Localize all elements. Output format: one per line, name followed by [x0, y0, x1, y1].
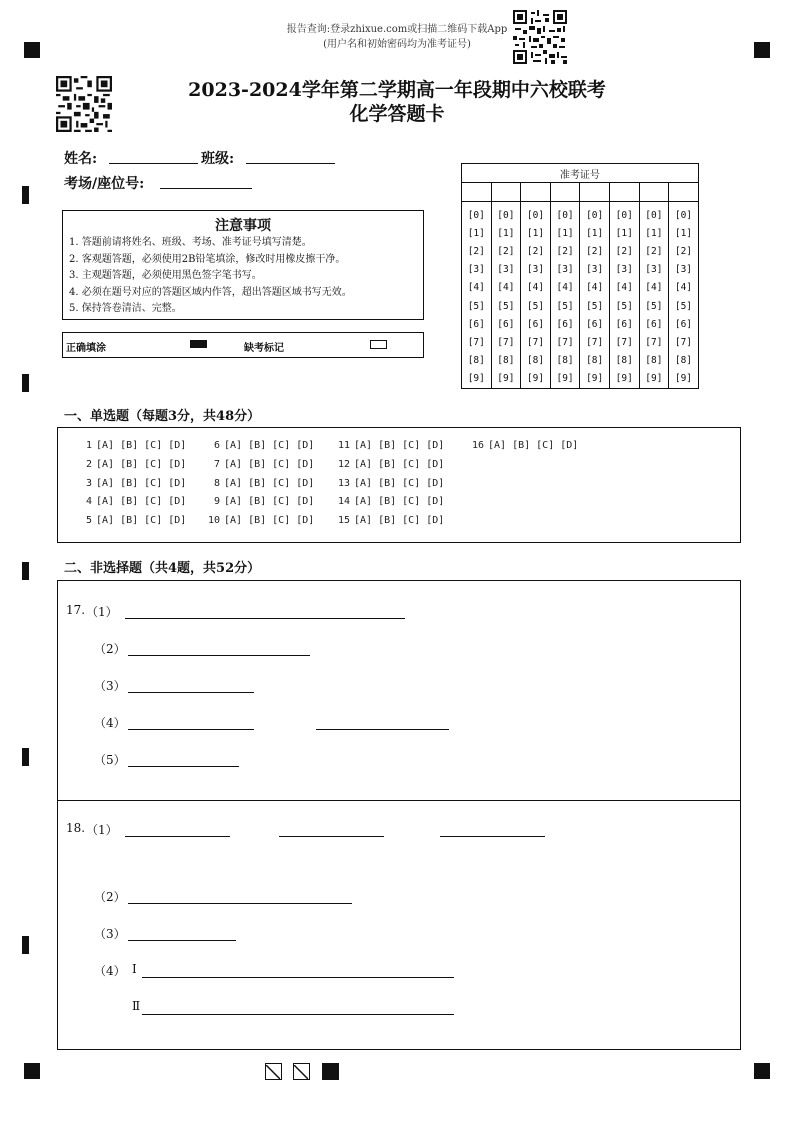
exam-id-bubble[interactable]: [3] — [521, 261, 551, 279]
exam-id-write-cell[interactable] — [669, 183, 699, 202]
exam-id-caption: 准考证号 — [462, 164, 699, 183]
q17-part-label: （2） — [94, 642, 126, 656]
question-number: 5 — [85, 515, 92, 527]
choice-item — [204, 440, 314, 451]
exam-id-bubble[interactable]: [3] — [462, 261, 492, 279]
notice-item: 1. 答题前请将姓名、班级、考场、准考证号填写清楚。 — [69, 237, 312, 248]
question-number: 6 — [213, 440, 220, 451]
exam-id-bubble[interactable]: [7] — [669, 333, 699, 351]
exam-id-bubble[interactable]: [2] — [462, 242, 492, 260]
choice-options[interactable]: [A] [B] [C] [D] — [96, 496, 187, 508]
exam-id-bubble[interactable]: [4] — [521, 279, 551, 297]
exam-id-bubble[interactable]: [5] — [521, 297, 551, 315]
exam-id-bubble[interactable]: [9] — [609, 370, 639, 389]
choice-options[interactable]: [A] [B] [C] [D] — [354, 458, 445, 470]
choice-options[interactable]: [A] [B] [C] [D] — [96, 458, 187, 470]
exam-id-bubble[interactable]: [3] — [639, 261, 669, 279]
absent-checkbox[interactable] — [370, 340, 387, 349]
exam-id-bubble[interactable]: [9] — [580, 370, 610, 389]
exam-id-bubble[interactable]: [6] — [639, 315, 669, 333]
exam-id-write-cell[interactable] — [550, 183, 580, 202]
exam-id-bubble[interactable]: [7] — [462, 333, 492, 351]
exam-id-bubble[interactable]: [5] — [462, 297, 492, 315]
question-number: 7 — [213, 458, 220, 470]
exam-id-bubble[interactable]: [8] — [462, 352, 492, 370]
exam-id-bubble[interactable]: [9] — [462, 370, 492, 389]
seat-field[interactable] — [160, 188, 252, 189]
exam-id-bubble[interactable]: [6] — [491, 315, 521, 333]
exam-id-bubble[interactable]: [0] — [669, 202, 699, 225]
exam-id-bubble[interactable]: [1] — [550, 224, 580, 242]
choice-options[interactable]: [A] [B] [C] [D] — [224, 440, 315, 451]
question-number: 1 — [85, 440, 92, 451]
choice-item — [76, 440, 186, 451]
exam-id-bubble[interactable]: [0] — [580, 202, 610, 225]
exam-id-bubble[interactable]: [7] — [491, 333, 521, 351]
q17-4-answer-line-b[interactable] — [316, 729, 449, 730]
q18-part-label: （3） — [94, 927, 126, 941]
choice-options[interactable]: [A] [B] [C] [D] — [354, 440, 445, 451]
timing-mark — [22, 936, 29, 954]
exam-id-bubble[interactable]: [4] — [491, 279, 521, 297]
choice-options[interactable]: [A] [B] [C] [D] — [224, 458, 315, 470]
exam-id-bubble[interactable]: [7] — [639, 333, 669, 351]
exam-id-bubble[interactable]: [0] — [491, 202, 521, 225]
choice-options[interactable]: [A] [B] [C] [D] — [488, 440, 579, 451]
fill-example-box — [62, 332, 424, 358]
q18-4-i-answer-line[interactable] — [142, 977, 454, 978]
exam-id-bubble[interactable]: [8] — [550, 352, 580, 370]
choice-item — [204, 459, 314, 470]
title-line-2: 化学答题卡 — [349, 103, 445, 125]
page-index-box — [265, 1063, 282, 1080]
corner-mark — [754, 1063, 770, 1079]
q18-part-label: （2） — [94, 890, 126, 904]
choice-item — [204, 478, 314, 489]
choice-options[interactable]: [A] [B] [C] [D] — [354, 515, 445, 527]
exam-id-bubble[interactable]: [7] — [580, 333, 610, 351]
sheet-title — [0, 78, 794, 126]
question-number: 4 — [85, 496, 92, 508]
exam-id-bubble[interactable]: [0] — [462, 202, 492, 225]
exam-id-write-cell[interactable] — [521, 183, 551, 202]
q18-4-sub-label: Ⅰ — [132, 962, 137, 976]
question-number: 13 — [337, 477, 350, 489]
exam-id-bubble[interactable]: [5] — [491, 297, 521, 315]
question-number: 9 — [213, 496, 220, 508]
exam-id-bubble[interactable]: [9] — [669, 370, 699, 389]
choice-item — [204, 515, 314, 526]
q18-number: 18. — [66, 821, 86, 835]
exam-id-bubble[interactable]: [4] — [580, 279, 610, 297]
exam-id-bubble[interactable]: [1] — [580, 224, 610, 242]
q18-1-answer-line-a[interactable] — [125, 836, 230, 837]
exam-id-bubble[interactable]: [3] — [580, 261, 610, 279]
exam-id-bubble[interactable]: [3] — [669, 261, 699, 279]
choice-item — [76, 515, 186, 526]
exam-id-bubble[interactable]: [2] — [491, 242, 521, 260]
exam-id-bubble[interactable]: [7] — [550, 333, 580, 351]
exam-id-bubble[interactable]: [1] — [491, 224, 521, 242]
choice-item — [334, 515, 444, 526]
exam-id-bubble[interactable]: [7] — [609, 333, 639, 351]
exam-id-bubble[interactable]: [4] — [669, 279, 699, 297]
q18-1-answer-line-c[interactable] — [440, 836, 545, 837]
exam-id-bubble[interactable]: [6] — [462, 315, 492, 333]
exam-id-bubble[interactable]: [3] — [609, 261, 639, 279]
exam-id-bubble[interactable]: [2] — [580, 242, 610, 260]
exam-id-bubble[interactable]: [5] — [669, 297, 699, 315]
q17-part-label: （3） — [94, 679, 126, 693]
exam-id-write-cell[interactable] — [580, 183, 610, 202]
timing-mark — [22, 374, 29, 392]
class-field[interactable] — [246, 163, 335, 164]
exam-id-bubble[interactable]: [6] — [521, 315, 551, 333]
question-number: 15 — [337, 515, 350, 527]
app-qr-code[interactable] — [513, 10, 567, 64]
question-18-box — [57, 799, 741, 1050]
exam-id-write-cell[interactable] — [639, 183, 669, 202]
single-choice-box — [57, 427, 741, 543]
exam-id-bubble[interactable]: [8] — [521, 352, 551, 370]
report-note — [0, 22, 794, 52]
exam-id-bubble[interactable]: [9] — [521, 370, 551, 389]
exam-id-bubble[interactable]: [5] — [639, 297, 669, 315]
exam-id-bubble[interactable]: [1] — [609, 224, 639, 242]
choice-options[interactable]: [A] [B] [C] [D] — [224, 515, 315, 527]
q17-5-answer-line[interactable] — [128, 766, 239, 767]
section1-heading: 一、单选题（每题3分，共48分） — [64, 409, 261, 424]
correct-fill-label: 正确填涂 — [66, 343, 106, 354]
exam-id-bubble[interactable]: [8] — [669, 352, 699, 370]
question-number: 11 — [337, 440, 350, 451]
choice-options[interactable]: [A] [B] [C] [D] — [354, 496, 445, 508]
q18-3-answer-line[interactable] — [128, 940, 236, 941]
exam-id-bubble[interactable]: [0] — [609, 202, 639, 225]
seat-label: 考场/座位号: — [64, 176, 145, 192]
exam-id-bubble[interactable]: [2] — [639, 242, 669, 260]
question-number: 3 — [85, 477, 92, 489]
exam-id-bubble[interactable]: [5] — [580, 297, 610, 315]
exam-id-bubble[interactable]: [6] — [580, 315, 610, 333]
exam-id-bubble[interactable]: [1] — [639, 224, 669, 242]
choice-options[interactable]: [A] [B] [C] [D] — [96, 477, 187, 489]
choice-item — [468, 440, 578, 451]
exam-id-bubble[interactable]: [1] — [462, 224, 492, 242]
exam-id-bubble[interactable]: [4] — [550, 279, 580, 297]
exam-id-bubble[interactable]: [4] — [609, 279, 639, 297]
exam-id-bubble[interactable]: [1] — [521, 224, 551, 242]
choice-item — [76, 496, 186, 507]
timing-mark — [22, 186, 29, 204]
choice-options[interactable]: [A] [B] [C] [D] — [224, 477, 315, 489]
exam-id-bubble[interactable]: [7] — [521, 333, 551, 351]
choice-item — [76, 459, 186, 470]
title-line-1: 2023-2024学年第二学期高一年段期中六校联考 — [188, 79, 606, 101]
question-number: 10 — [207, 515, 220, 527]
q18-2-answer-line[interactable] — [128, 903, 352, 904]
choice-options[interactable]: [A] [B] [C] [D] — [96, 440, 187, 451]
exam-id-write-cell[interactable] — [491, 183, 521, 202]
choice-item — [204, 496, 314, 507]
notice-item: 3. 主观题答题，必须使用黑色签字笔书写。 — [69, 270, 262, 281]
exam-id-bubble[interactable]: [0] — [550, 202, 580, 225]
notice-item: 5. 保持答卷清洁、完整。 — [69, 303, 182, 314]
report-note-sub: (用户名和初始密码均为准考证号) — [323, 39, 471, 50]
q17-number: 17. — [66, 603, 86, 617]
q18-part-label: （4） — [94, 964, 126, 978]
exam-id-bubble[interactable]: [6] — [550, 315, 580, 333]
q17-part-label: （5） — [94, 753, 126, 767]
name-field[interactable] — [109, 163, 198, 164]
choice-item — [334, 459, 444, 470]
choice-item — [334, 478, 444, 489]
q17-part-label: （1） — [86, 605, 118, 619]
question-number: 14 — [337, 496, 350, 508]
exam-id-bubble[interactable]: [8] — [580, 352, 610, 370]
exam-id-bubble[interactable]: [4] — [462, 279, 492, 297]
q18-4-ii-answer-line[interactable] — [142, 1014, 454, 1015]
q18-1-answer-line-b[interactable] — [279, 836, 384, 837]
q17-part-label: （4） — [94, 716, 126, 730]
timing-mark — [22, 562, 29, 580]
exam-id-bubble[interactable]: [2] — [669, 242, 699, 260]
exam-id-bubble[interactable]: [5] — [609, 297, 639, 315]
exam-id-bubble[interactable]: [4] — [639, 279, 669, 297]
page-index-box — [293, 1063, 310, 1080]
class-label: 班级: — [201, 151, 235, 167]
exam-id-bubble[interactable]: [9] — [639, 370, 669, 389]
notice-item: 2. 客观题答题，必须使用2B铅笔填涂，修改时用橡皮擦干净。 — [69, 253, 346, 265]
choice-item — [334, 440, 444, 451]
timing-mark — [22, 748, 29, 766]
exam-id-bubble[interactable]: [3] — [491, 261, 521, 279]
exam-id-bubble[interactable]: [8] — [609, 352, 639, 370]
exam-id-bubble[interactable]: [9] — [491, 370, 521, 389]
exam-id-bubble[interactable]: [6] — [609, 315, 639, 333]
report-note-line: 报告查询:登录zhixue.com或扫描二维码下载App — [286, 24, 508, 35]
exam-id-bubble[interactable]: [2] — [550, 242, 580, 260]
exam-id-bubble[interactable]: [2] — [609, 242, 639, 260]
question-number: 16 — [471, 440, 484, 451]
exam-id-write-cell[interactable] — [462, 183, 492, 202]
choice-item — [334, 496, 444, 507]
exam-id-bubble[interactable]: [6] — [669, 315, 699, 333]
exam-id-bubble[interactable]: [2] — [521, 242, 551, 260]
name-label: 姓名: — [64, 151, 98, 167]
exam-id-grid — [461, 163, 699, 389]
section2-heading: 二、非选择题（共4题，共52分） — [64, 561, 261, 576]
exam-id-bubble[interactable]: [9] — [550, 370, 580, 389]
choice-options[interactable]: [A] [B] [C] [D] — [96, 515, 187, 527]
exam-id-bubble[interactable]: [0] — [639, 202, 669, 225]
question-17-box — [57, 580, 741, 801]
exam-id-bubble[interactable]: [5] — [550, 297, 580, 315]
exam-id-bubble[interactable]: [0] — [521, 202, 551, 225]
question-number: 8 — [213, 477, 220, 489]
exam-id-bubble[interactable]: [8] — [491, 352, 521, 370]
notice-item: 4. 必须在题号对应的答题区域内作答，超出答题区域书写无效。 — [69, 286, 352, 298]
choice-options[interactable]: [A] [B] [C] [D] — [224, 496, 315, 508]
exam-id-bubble[interactable]: [1] — [669, 224, 699, 242]
absent-mark-label: 缺考标记 — [244, 343, 284, 354]
question-number: 12 — [337, 458, 350, 470]
corner-mark — [24, 1063, 40, 1079]
notice-heading: 注意事项 — [215, 218, 271, 234]
q18-4-sub-label: Ⅱ — [132, 999, 141, 1013]
exam-id-bubble[interactable]: [8] — [639, 352, 669, 370]
choice-item — [76, 478, 186, 489]
q18-part-label: （1） — [86, 823, 118, 837]
q17-1-answer-line[interactable] — [125, 618, 405, 619]
filled-sample-mark — [190, 340, 207, 348]
choice-options[interactable]: [A] [B] [C] [D] — [354, 477, 445, 489]
exam-id-write-cell[interactable] — [609, 183, 639, 202]
q17-3-answer-line[interactable] — [128, 692, 254, 693]
q17-2-answer-line[interactable] — [128, 655, 310, 656]
notice-box — [62, 210, 424, 320]
question-number: 2 — [85, 458, 92, 470]
exam-id-bubble[interactable]: [3] — [550, 261, 580, 279]
q17-4-answer-line-a[interactable] — [128, 729, 254, 730]
page-index-filled — [322, 1063, 339, 1080]
